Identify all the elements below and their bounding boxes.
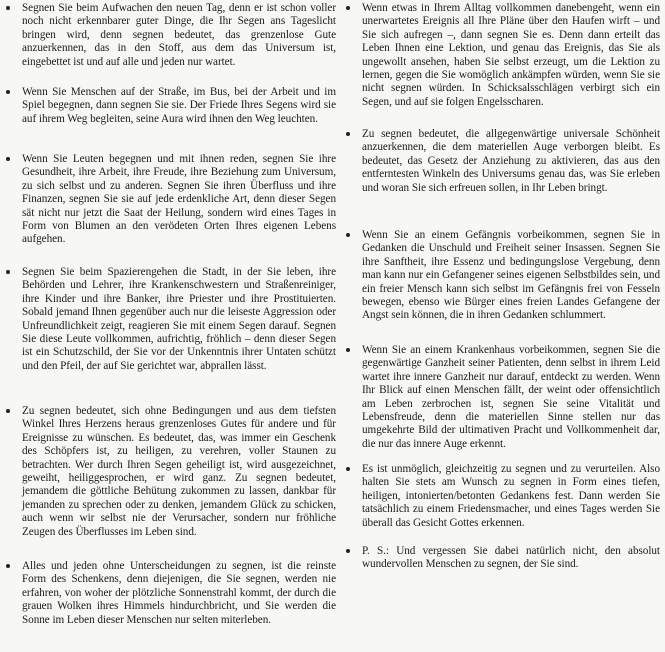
bullet-icon (346, 233, 350, 237)
paragraph-text: Alles und jeden ohne Unterscheidungen zu segnen, ist die reinste Form des Schenkens, denn diejenigen, die Sie segnen, werden nie erfahren, von woher der plötzliche Sonnenstrahl kommt, der durch die grauen Wolken ihres Himmels hindurchbricht, und Sie werden die Sonne im Leben dieser Menschen nur selten miterleben. (22, 560, 336, 626)
paragraph-text: Segnen Sie beim Aufwachen den neuen Tag, denn er ist schon voller noch nicht erkennbarer guter Dinge, die Ihr Segen ans Tageslicht bringen wird, denn segnen bedeutet, das grenzenlose Gute anzuerkennen, das in den Stoff, aus dem das Universum ist, eingebettet ist und auf alle und jeden nur wartet. (22, 2, 336, 68)
bullet-icon (346, 6, 350, 10)
paragraph (346, 344, 660, 451)
bullet-icon (346, 132, 350, 136)
bullet-icon (346, 467, 350, 471)
paragraph-text: Segnen Sie beim Spazierengehen die Stadt, in der Sie leben, ihre Behörden und Lehrer, ihre Krankenschwestern und Straßenreiniger, ihre Kinder und ihre Banker, ihre Priester und ihre Prostituierten. Sobald jemand Ihnen gegenüber auch nur die leiseste Aggression oder Unfreundlichkeit zeigt, reagieren Sie mit einem Segen darauf. Segnen Sie diese Leute vollkommen, aufrichtig, fröhlich – denn dieser Segen ist ein Schutzschild, der Sie vor der Unkenntnis ihrer Untaten schützt und den Pfeil, der auf Sie gerichtet war, abprallen lässt. (22, 266, 336, 372)
paragraph (6, 560, 336, 627)
paragraph (6, 266, 336, 373)
paragraph (346, 545, 660, 572)
bullet-icon (6, 270, 10, 274)
bullet-icon (6, 6, 10, 10)
paragraph-text: Wenn Sie an einem Gefängnis vorbeikommen, segnen Sie in Gedanken die Unschuld und Freiheit seiner Insassen. Segnen Sie ihre Sanftheit, ihre Essenz und bedingungslose Vergebung, denn man kann nur ein Gefangener seines eigenen Selbstbildes sein, und ein freier Mensch kann sich selbst im Gefängnis frei von Fesseln bewegen, ebenso wie Bürger eines freien Landes Gefangene der Angst sein können, die in ihren Gedanken schlummert. (362, 229, 660, 322)
paragraph-text: P. S.: Und vergessen Sie dabei natürlich nicht, den absolut wundervollen Menschen zu segnen, der Sie sind. (362, 545, 660, 571)
bullet-icon (6, 157, 10, 161)
paragraph-text: Wenn etwas in Ihrem Alltag vollkommen danebengeht, wenn ein unerwartetes Ereignis all Ihre Pläne über den Haufen wirft – und Sie sich aufregen –, dann segnen Sie es. Denn dann erteilt das Leben Ihnen eine Lektion, und genau das Ereignis, das Sie als ungewollt ansehen, haben Sie selbst erzeugt, um die Lektion zu lernen, gegen die Sie womöglich ankämpfen würden, wenn Sie sie nicht segnen würden. In Schicksalsschlägen verbirgt sich ein Segen, und auf sie folgen Engelsscharen. (362, 2, 660, 108)
paragraph (346, 128, 660, 195)
paragraph-text: Zu segnen bedeutet, die allgegenwärtige universale Schönheit anzuerkennen, die dem materiellen Auge verborgen bleibt. Es bedeutet, das Gesetz der Anziehung zu aktivieren, das aus den entferntesten Winkeln des Universums genau das, was Sie erleben und woran Sie sich erfreuen sollen, in Ihr Leben bringt. (362, 128, 660, 194)
paragraph (346, 463, 660, 530)
bullet-icon (346, 549, 350, 553)
paragraph-text: Wenn Sie Menschen auf der Straße, im Bus, bei der Arbeit und im Spiel begegnen, dann segnen Sie sie. Der Friede Ihres Segens wird sie auf ihrem Weg begleiten, seine Aura wird ihnen den Weg leuchten. (22, 86, 336, 125)
paragraph (6, 405, 336, 539)
bullet-icon (6, 564, 10, 568)
paragraph (6, 2, 336, 69)
bullet-icon (346, 348, 350, 352)
paragraph (6, 86, 336, 126)
paragraph-text: Wenn Sie an einem Krankenhaus vorbeikommen, segnen Sie die gegenwärtige Ganzheit seiner Patienten, denn selbst in ihrem Leid wartet ihre innere Ganzheit nur darauf, entdeckt zu werden. Wenn Ihr Blick auf einen Menschen fällt, der weint oder offensichtlich am Leben zerbrochen ist, segnen Sie seine Vitalität und Lebensfreude, denn die materiellen Sinne stellen nur das umgekehrte Bild der ultimativen Pracht und Vollkommenheit dar, die nur das innere Auge erkennt. (362, 344, 660, 450)
paragraph-text: Zu segnen bedeutet, sich ohne Bedingungen und aus dem tiefsten Winkel Ihres Herzens heraus grenzenloses Gutes für andere und für Ereignisse zu wünschen. Es bedeutet, das, was immer ein Geschenk des Schöpfers ist, zu heiligen, zu verehren, voller Staunen zu betrachten. Wer durch Ihren Segen geheiligt ist, wird ausgezeichnet, geweiht, heiliggesprochen, er wird ganz. Zu segnen bedeutet, jemandem die göttliche Behütung zukommen zu lassen, dankbar für jemanden zu sprechen oder zu denken, jemandem Glück zu schicken, auch wenn wir selbst nie der Verursacher, sondern nur fröhliche Zeugen des Überflusses im Leben sind. (22, 405, 336, 538)
paragraph (6, 153, 336, 247)
paragraph-text: Wenn Sie Leuten begegnen und mit ihnen reden, segnen Sie ihre Gesundheit, ihre Arbeit, ihre Freude, ihre Beziehung zum Universum, zu sich selbst und zu anderen. Segnen Sie ihren Überfluss und ihre Finanzen, segnen Sie sie auf jede erdenkliche Art, denn dieser Segen sät nicht nur jetzt die Saat der Heilung, sondern wird eines Tages in Form von Blumen an den verödeten Orten Ihres eigenen Lebens aufgehen. (22, 153, 336, 246)
paragraph-text: Es ist unmöglich, gleichzeitig zu segnen und zu verurteilen. Also halten Sie stets am Wunsch zu segnen in Form eines tiefen, heiligen, intonierten/betonten Gedankens fest. Dann werden Sie tatsächlich zu einem Friedensmacher, und eines Tages werden Sie überall das Gesicht Gottes erkennen. (362, 463, 660, 529)
bullet-icon (6, 409, 10, 413)
bullet-icon (6, 90, 10, 94)
paragraph (346, 2, 660, 109)
paragraph (346, 229, 660, 323)
